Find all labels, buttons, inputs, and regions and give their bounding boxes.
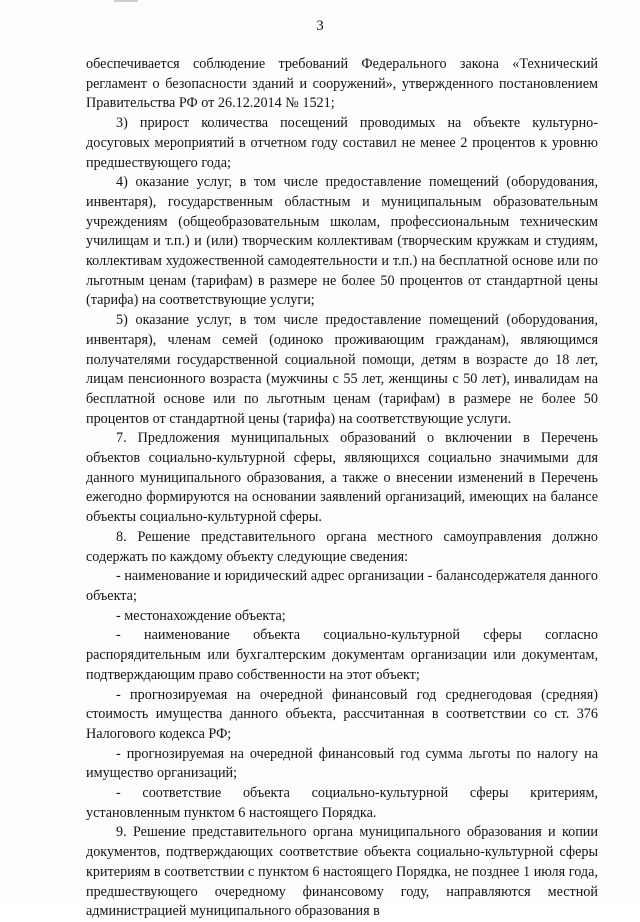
list-item-tax-benefit: - прогнозируемая на очередной финансовый год сумма льготы по налогу на имущество организаций; — [86, 745, 598, 782]
scan-artifact — [114, 0, 138, 2]
paragraph-item-5: 5) оказание услуг, в том числе предоставление помещений (оборудования, инвентаря), членам семей (одиноко проживающим гражданам), являющимся получателями государственной социальной помощи, детям в возрасте до 18 лет, лицам пенсионного возраста (мужчины с 55 лет, женщины с 50 лет), инвалидам на бесплатной основе или по льготным ценам (тарифам) в размере не более 50 процентов от стандартной цены (тарифа) на соответствующие услуги. — [86, 312, 598, 427]
paragraph-section-8: 8. Решение представительного органа местного самоуправления должно содержать по каждому объекту следующие сведения: — [86, 528, 598, 565]
page-number: 3 — [316, 18, 324, 34]
list-item-organization-name: - наименование и юридический адрес организации - балансодержателя данного объекта; — [86, 568, 598, 604]
list-item-property-value: - прогнозируемая на очередной финансовый год среднегодовая (средняя) стоимость имущества данного объекта, рассчитанная в соответствии со ст. 376 Налогового кодекса РФ; — [86, 686, 598, 742]
paragraph-continuation: обеспечивается соблюдение требований Федерального закона «Технический регламент о безопасности зданий и сооружений», утвержденного постановлением Правительства РФ от 26.12.2014 № 1521; — [86, 56, 598, 112]
paragraph-item-3: 3) прирост количества посещений проводимых на объекте культурно-досуговых мероприятий в отчетном году составил не менее 2 процентов к уровню предшествующего года; — [86, 115, 598, 171]
paragraph-section-9: 9. Решение представительного органа муниципального образования и копии документов, подтверждающих соответствие объекта социально-культурной сферы критериям в соответствии с пунктом 6 настоящего Порядка, не позднее 1 июля года, предшествующего очередному финансовому году, направляются местной администрацией муниципального образования в — [86, 824, 598, 920]
list-item-object-name: - наименование объекта социально-культурной сферы согласно распорядительным или бухгалтерским документам организации или документам, подтверждающим право собственности на этот объект; — [86, 627, 598, 683]
list-item-object-location: - местонахождение объекта; — [116, 607, 286, 624]
paragraph-item-4: 4) оказание услуг, в том числе предоставление помещений (оборудования, инвентаря), государственным областным и муниципальным образовательным учреждениям (общеобразовательным школам, профессиональным техническим училищам и т.п.) и (или) творческим коллективам (творческим кружкам и студиям, коллективам художественной самодеятельности и т.п.) на бесплатной основе или по льготным ценам (тарифам) в размере не более 50 процентов от стандартной цены (тарифа) на соответствующие услуги; — [86, 174, 598, 309]
document-body — [86, 55, 598, 922]
paragraph-section-7: 7. Предложения муниципальных образований о включении в Перечень объектов социально-культурной сферы, являющихся социально значимыми для данного муниципального образования, а также о внесении изменений в Перечень ежегодно формируются на основании заявлений организаций, имеющих на балансе объекты социально-культурной сферы. — [86, 430, 598, 526]
list-item-criteria-compliance: - соответствие объекта социально-культурной сферы критериям, установленным пунктом 6 настоящего Порядка. — [86, 785, 598, 821]
